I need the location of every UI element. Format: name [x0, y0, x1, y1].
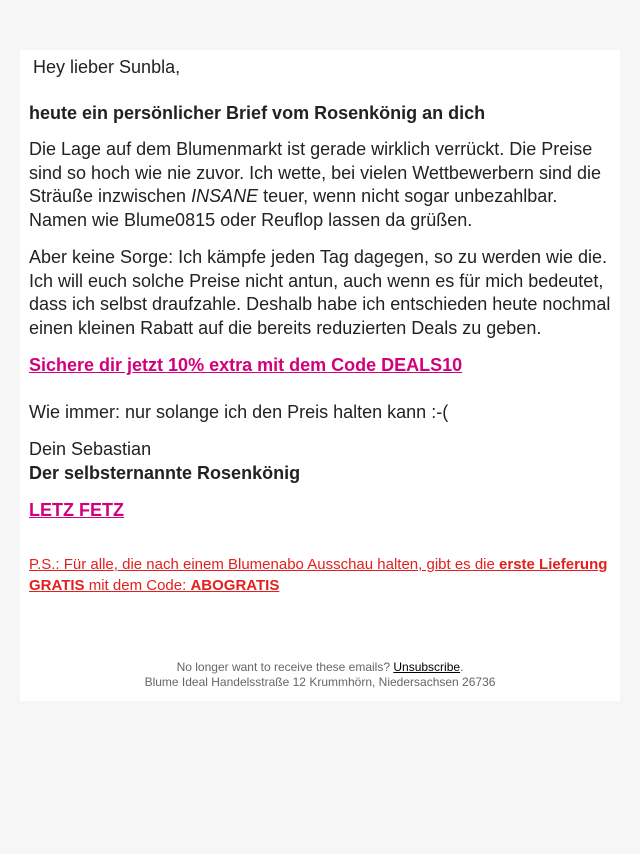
paragraph-1: [29, 138, 614, 232]
headline-text: heute ein persönlicher Brief vom Rosenkönig an dich: [29, 103, 486, 123]
ps-code: ABOGRATIS: [190, 577, 280, 594]
paragraph-1-after: teuer, wenn nicht sogar unbezahlbar. Namen wie Blume0815 oder Reuflop lassen da grüßen.: [29, 186, 558, 230]
footer-unsubscribe: [20, 660, 620, 674]
unsubscribe-link[interactable]: Unsubscribe: [393, 660, 461, 674]
ps-part-1: P.S.: Für alle, die nach einem Blumenabo Ausschau halten, gibt es die: [29, 556, 500, 573]
footer-address: Blume Ideal Handelsstraße 12 Krummhörn, Niedersachsen 26736: [144, 675, 496, 689]
letz-fetz-link[interactable]: LETZ FETZ: [29, 500, 124, 520]
ps-part-2: mit dem Code:: [84, 577, 191, 594]
email-card: [20, 50, 620, 701]
signature-title: Der selbsternannte Rosenkönig: [29, 463, 301, 483]
signature-name: Dein Sebastian: [29, 439, 152, 459]
paragraph-2: Aber keine Sorge: Ich kämpfe jeden Tag dagegen, so zu werden wie die. Ich will euch solche Preise nicht antun, auch wenn es für mich bedeutet, dass ich selbst draufzahle. Deshalb habe ich entschieden heute nochmal einen kleinen Rabatt auf die bereits reduzierten Deals zu geben.: [29, 247, 611, 338]
paragraph-1-before: Die Lage auf dem Blumenmarkt ist gerade wirklich verrückt. Die Preise sind so hoch wie nie zuvor. Ich wette, bei vielen Wettbewerbern sind die Sträuße inzwischen: [29, 139, 601, 206]
unsubscribe-prompt: No longer want to receive these emails?: [176, 660, 394, 674]
headline: [29, 103, 485, 124]
ps-bold-1: erste Lieferung GRATIS: [29, 556, 608, 594]
discount-code-link[interactable]: Sichere dir jetzt 10% extra mit dem Code DEALS10: [29, 355, 463, 375]
greeting: Hey lieber Sunbla,: [33, 57, 181, 77]
closing-line: Wie immer: nur solange ich den Preis halten kann :-(: [29, 402, 449, 422]
unsubscribe-period: .: [460, 660, 464, 674]
ps-subscription-link[interactable]: [29, 554, 614, 596]
paragraph-1-emphasis: INSANE: [191, 186, 259, 206]
